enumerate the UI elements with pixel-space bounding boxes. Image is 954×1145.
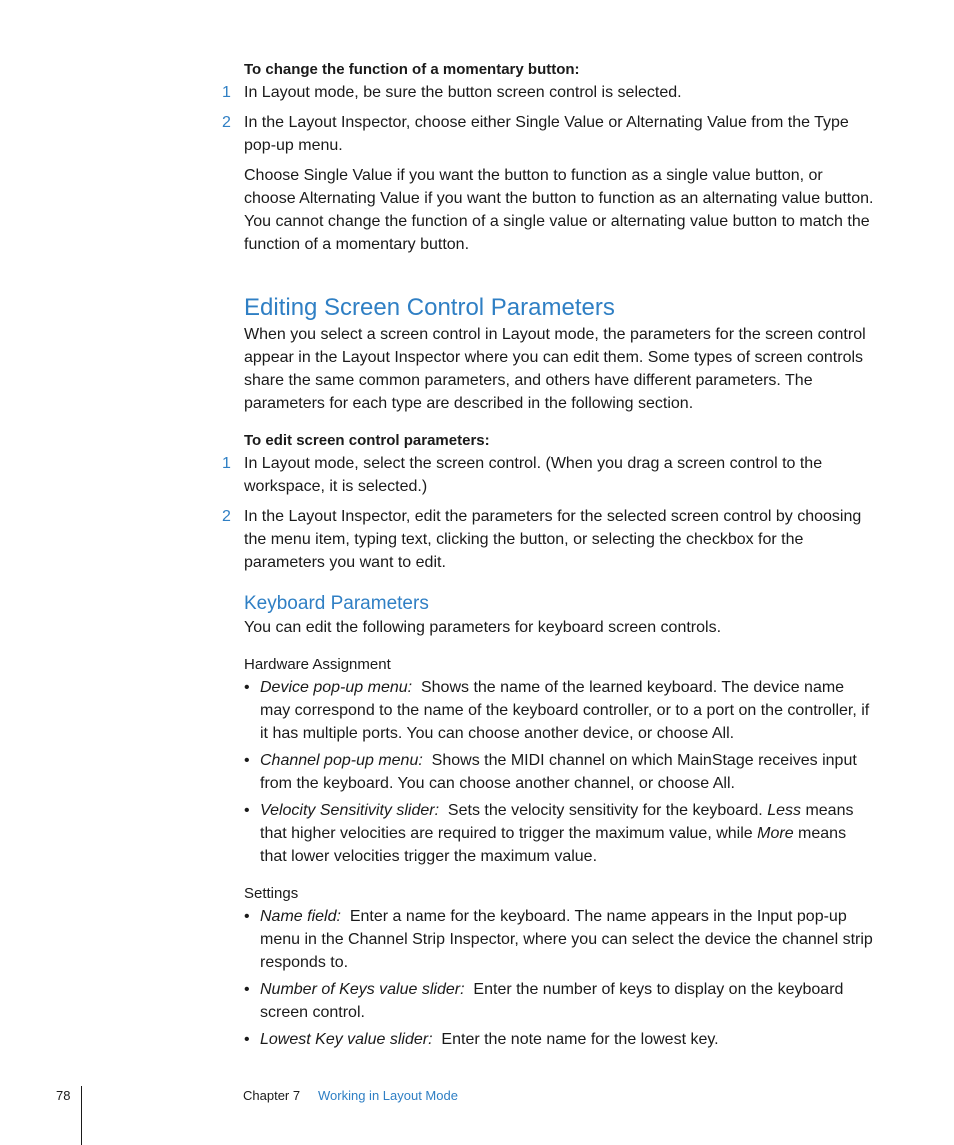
procedure-title: To change the function of a momentary button:: [244, 61, 580, 78]
parameter-term: Number of Keys value slider:: [260, 981, 465, 998]
parameter-description: Shows the MIDI channel on which MainStage receives input from the keyboard. You can choose another channel, or choose All.: [260, 752, 857, 792]
parameter-term: Device pop-up menu:: [260, 679, 413, 696]
parameter-description: Enter the note name for the lowest key.: [441, 1031, 719, 1048]
list-item: [244, 799, 874, 868]
bullet-dot: •: [244, 802, 250, 819]
parameter-term: Name field:: [260, 908, 341, 925]
step-number: 1: [222, 455, 231, 472]
bullet-dot: •: [244, 679, 250, 696]
momentary-button-procedure: [222, 58, 874, 256]
procedure-step: [222, 111, 874, 157]
bullet-dot: •: [244, 752, 250, 769]
bullet-dot: •: [244, 981, 250, 998]
procedure-step: [222, 81, 874, 104]
step-number: 1: [222, 84, 231, 101]
step-text: In the Layout Inspector, edit the parameters for the selected screen control by choosing the menu item, typing text, clicking the button, or selecting the checkbox for the parameters you want to edit.: [244, 508, 862, 571]
step-number: 2: [222, 114, 231, 131]
step-text: In the Layout Inspector, choose either Single Value or Alternating Value from the Type pop-up menu.: [244, 114, 849, 154]
editing-parameters-section: [222, 293, 874, 574]
list-item: [244, 676, 874, 745]
footer-chapter-label: Chapter 7: [243, 1088, 301, 1103]
parameter-description: Shows the name of the learned keyboard. The device name may correspond to the name of the keyboard controller, or to a port on the controller, if it has multiple ports. You can choose another device, or choose All.: [260, 679, 870, 742]
footer-divider: [81, 1086, 82, 1145]
emphasis-less: Less: [767, 802, 801, 819]
bullet-dot: •: [244, 908, 250, 925]
step-text: In Layout mode, select the screen control. (When you drag a screen control to the workspace, it is selected.): [244, 455, 823, 495]
subsection-intro: You can edit the following parameters for keyboard screen controls.: [244, 619, 722, 636]
procedure-title: To edit screen control parameters:: [244, 432, 490, 449]
list-item: [244, 749, 874, 795]
section-heading: Editing Screen Control Parameters: [244, 294, 615, 321]
section-intro: When you select a screen control in Layout mode, the parameters for the screen control appear in the Layout Inspector where you can edit them. Some types of screen controls share the same common parameters, and others have different parameters. The parameters for each type are described in the following section.: [244, 326, 866, 412]
list-item: [244, 1028, 874, 1051]
parameter-term: Lowest Key value slider:: [260, 1031, 433, 1048]
parameter-description: Sets the velocity sensitivity for the keyboard.: [447, 802, 763, 819]
hardware-assignment-title: Hardware Assignment: [244, 656, 391, 673]
parameter-term: Velocity Sensitivity slider:: [260, 802, 440, 819]
keyboard-parameters-section: [244, 592, 874, 1051]
procedure-step: [222, 452, 874, 498]
step-text: In Layout mode, be sure the button screen control is selected.: [244, 84, 682, 101]
parameter-description: means that higher velocities are required to trigger the maximum value, while: [260, 802, 854, 842]
parameter-term: Channel pop-up menu:: [260, 752, 423, 769]
emphasis-more: More: [757, 825, 794, 842]
parameter-description: Enter a name for the keyboard. The name appears in the Input pop-up menu in the Channel Strip Inspector, where you can select the device the channel strip responds to.: [260, 908, 873, 971]
footer-chapter-title: Working in Layout Mode: [318, 1088, 458, 1103]
list-item: [244, 905, 874, 974]
step-number: 2: [222, 508, 231, 525]
list-item: [244, 978, 874, 1024]
parameter-description: Enter the number of keys to display on the keyboard screen control.: [260, 981, 844, 1021]
parameter-description: means that lower velocities trigger the maximum value.: [260, 825, 847, 865]
settings-title: Settings: [244, 885, 299, 902]
procedure-step: [222, 505, 874, 574]
page-number: 78: [56, 1088, 71, 1103]
bullet-dot: •: [244, 1031, 250, 1048]
subsection-heading: Keyboard Parameters: [244, 593, 429, 614]
procedure-note: Choose Single Value if you want the button to function as a single value button, or choose Alternating Value if you want the button to function as an alternating value button. You cannot change the function of a single value or alternating value button to match the function of a momentary button.: [244, 167, 874, 253]
